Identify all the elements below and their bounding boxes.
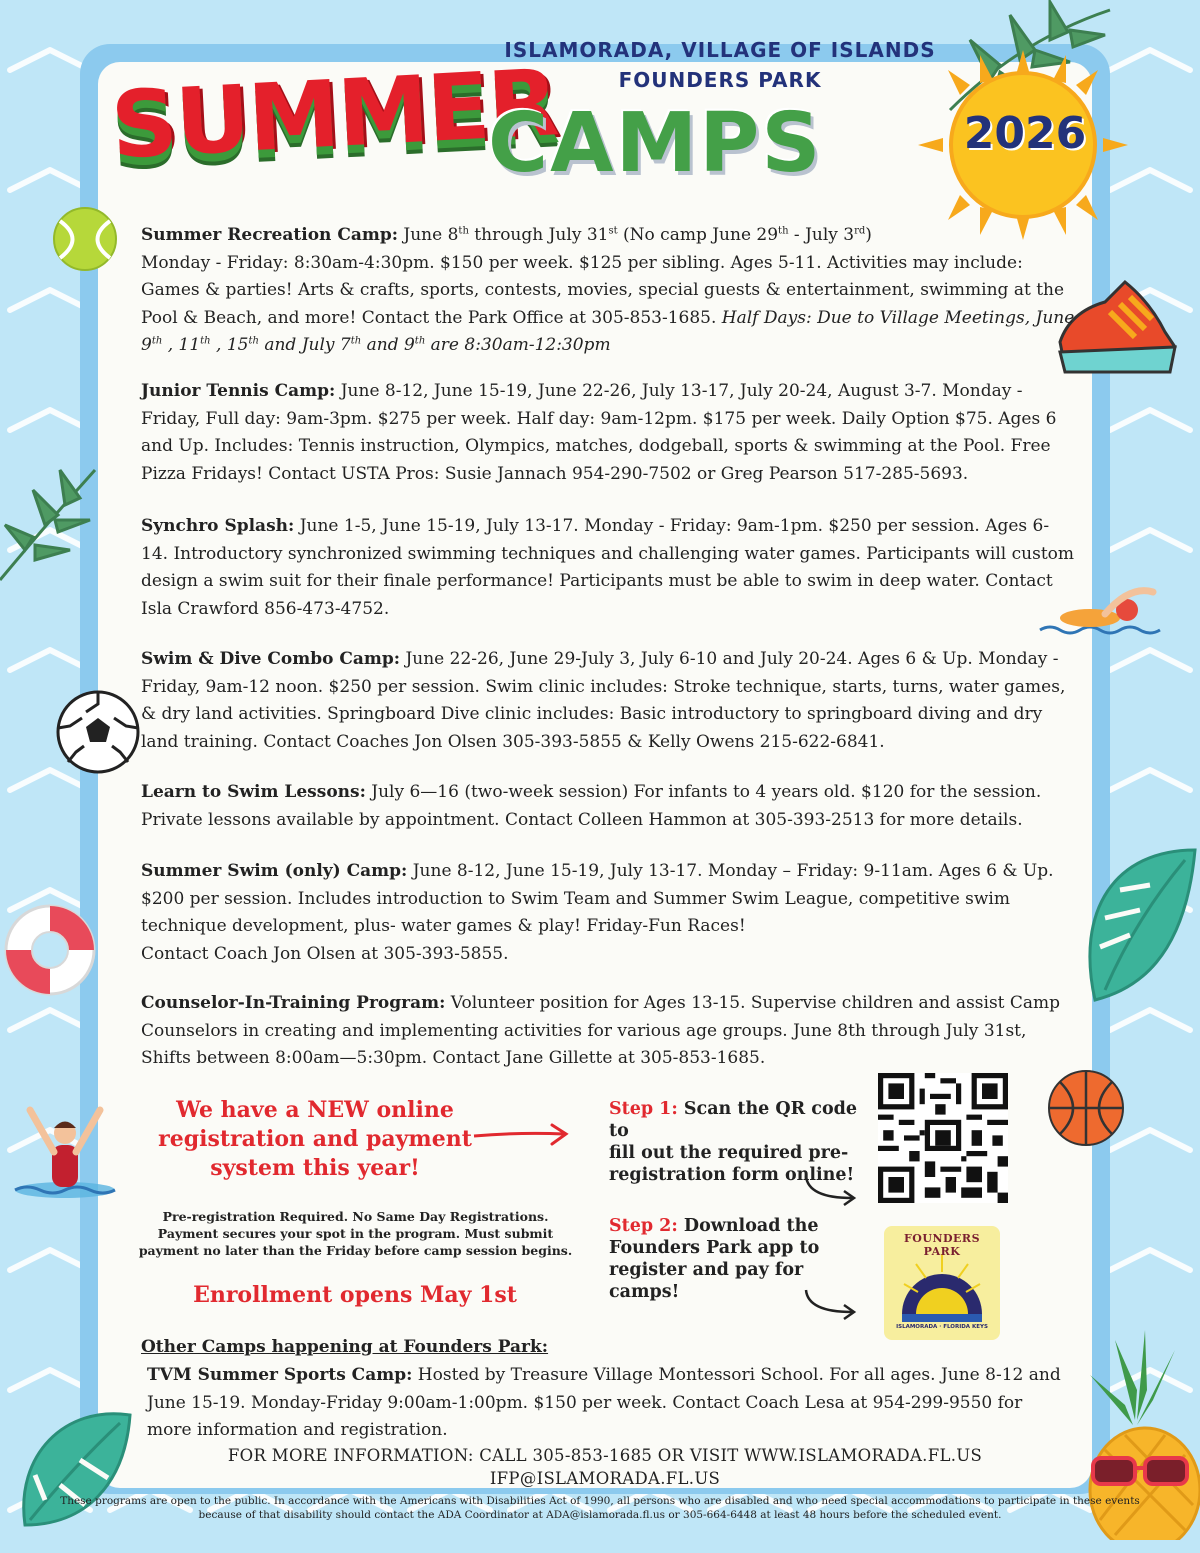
headline-line: We have a NEW online (176, 1097, 454, 1123)
swim-dive-title: Swim & Dive Combo Camp: (141, 649, 401, 669)
life-ring-icon (0, 900, 100, 1000)
note-line: Payment secures your spot in the program. Must submit (157, 1226, 554, 1241)
arrow-right-icon (472, 1122, 572, 1148)
tvm-camp-body: Hosted by Treasure Village Montessori School. For all ages. June 8-12 and June 15-19. Monday-Friday 9:00am-1:00pm. $150 per week. Contact Coach Lesa at 954-299-9550 for more information and registration. (147, 1365, 1061, 1440)
learn-to-swim-paragraph (141, 779, 1076, 834)
learn-to-swim-title: Learn to Swim Lessons: (141, 782, 366, 802)
recreation-dates: June 8 (398, 225, 459, 245)
recreation-camp-paragraph (141, 222, 1076, 360)
headline-line: system this year! (210, 1155, 420, 1181)
logo-bottom-text: ISLAMORADA · FLORIDA KEYS (896, 1324, 988, 1330)
swim-dive-body: June 22-26, June 29-July 3, July 6-10 and July 20-24. Ages 6 & Up. Monday - Friday, 9am-12 noon. $250 per session. Swim clinic includes: Stroke technique, starts, turns, water games, & dry land activities. Springboard Dive clinic includes: Basic introductory to springboard diving and dry land training. Contact Coaches Jon Olsen 305-393-5855 & Kelly Owens 215-622-6841. (141, 649, 1066, 752)
recreation-dates: ) (865, 225, 872, 245)
curved-arrow-icon (800, 1172, 862, 1208)
synchro-splash-body: June 1-5, June 15-19, July 13-17. Monday - Friday: 9am-1pm. $250 per session. Ages 6-14. Introductory synchronized swimming techniques and challenging water games. Participants will custom design a swim suit for their finale performance! Participants must be able to swim in deep water. Contact Isla Crawford 856-473-4752. (141, 516, 1075, 619)
basketball-icon (1046, 1068, 1126, 1148)
step-1-text: registration form online! (609, 1165, 855, 1185)
half-days-note: Half Days: Due to Village Meetings, June 9th , 11th , 15th and July 7th and 9th are 8:30am-12:30pm (141, 307, 1075, 355)
step-1-text: Scan the QR code to (609, 1099, 857, 1141)
recreation-dates: - July 3 (788, 225, 855, 245)
tennis-ball-icon (52, 206, 118, 272)
ordinal: th (778, 225, 789, 237)
ada-disclaimer: These programs are open to the public. In accordance with the Americans with Disabilities Act of 1990, all persons who are disabled and who need special accommodations to participate in these events because of that disability should contact the ADA Coordinator at ADA@islamorada.fl.us or 305-664-6448 at least 48 hours before the scheduled event. (60, 1495, 1140, 1521)
ordinal: rd (854, 225, 866, 237)
tennis-camp-paragraph (141, 378, 1076, 488)
logo-top-text: FOUNDERS PARK (903, 1232, 981, 1258)
headline-line: registration and payment (158, 1126, 472, 1152)
step-2-label: Step 2: (609, 1216, 678, 1236)
summer-swim-contact: Contact Coach Jon Olsen at 305-393-5855. (141, 943, 509, 964)
learn-to-swim-body: July 6—16 (two-week session) For infants to 4 years old. $120 for the session. Private lessons available by appointment. Contact Colleen Hammon at 305-393-2513 for more details. (141, 782, 1042, 830)
recreation-camp-body: Monday - Friday: 8:30am-4:30pm. $150 per week. $125 per sibling. Ages 5-11. Activities may include: Games & parties! Arts & crafts, sports, contests, movies, special guests & entertainment, swimming at the Pool & Beach, and more! Contact the Park Office at 305-853-1685. (141, 252, 1065, 328)
cit-title: Counselor-In-Training Program: (141, 993, 446, 1013)
summer-swim-title: Summer Swim (only) Camp: (141, 861, 408, 881)
recreation-dates: (No camp June 29 (617, 225, 779, 245)
founders-park-app-logo[interactable] (884, 1226, 1000, 1340)
tvm-camp-title: TVM Summer Sports Camp: (147, 1365, 413, 1385)
recreation-camp-title: Summer Recreation Camp: (141, 225, 399, 245)
palm-leaf-icon (0, 460, 100, 590)
more-info-line: FOR MORE INFORMATION: CALL 305-853-1685 OR VISIT WWW.ISLAMORADA.FL.US (227, 1446, 983, 1465)
tennis-camp-title: Junior Tennis Camp: (141, 381, 336, 401)
registration-headline (150, 1096, 480, 1183)
summer-swim-body: June 8-12, June 15-19, July 13-17. Monday – Friday: 9-11am. Ages 6 & Up. $200 per session. Includes introduction to Swim Team and Summer Swim League, competitive swim technique development, plus- water games & play! Friday-Fun Races! (141, 861, 1054, 936)
swim-dive-paragraph (141, 646, 1076, 756)
email-line: IFP@ISLAMORADA.FL.US (489, 1469, 721, 1488)
cit-paragraph (141, 990, 1076, 1073)
monstera-leaf-icon (1075, 840, 1200, 1010)
step-1-text: fill out the required pre- (609, 1143, 849, 1163)
step-1-label: Step 1: (609, 1099, 678, 1119)
village-name: ISLAMORADA, VILLAGE OF ISLANDS (504, 38, 936, 62)
summer-swim-paragraph (141, 858, 1076, 968)
park-name: FOUNDERS PARK (618, 68, 822, 92)
step-2-text: Download the (677, 1216, 819, 1236)
pre-registration-note (118, 1208, 593, 1259)
curved-arrow-icon (800, 1286, 862, 1322)
tvm-camp-paragraph (141, 1362, 1072, 1445)
qr-code-icon[interactable] (878, 1073, 1008, 1203)
cit-body: Volunteer position for Ages 13-15. Supervise children and assist Camp Counselors in creating and implementing activities for various age groups. June 8th through July 31st, Shifts between 8:00am—5:30pm. Contact Jane Gillette at 305-853-1685. (141, 993, 1061, 1068)
other-camps-heading: Other Camps happening at Founders Park: (141, 1337, 549, 1357)
ordinal: st (608, 225, 618, 237)
recreation-dates: through July 31 (468, 225, 609, 245)
soccer-ball-icon (56, 690, 140, 774)
synchro-splash-title: Synchro Splash: (141, 516, 295, 536)
enrollment-opens: Enrollment opens May 1st (193, 1282, 517, 1308)
water-polo-player-icon (10, 1100, 120, 1210)
note-line: payment no later than the Friday before camp session begins. (138, 1243, 573, 1258)
summer-title: SUMMER (108, 49, 560, 180)
synchro-splash-paragraph (141, 513, 1076, 623)
note-line: Pre-registration Required. No Same Day Registrations. (162, 1209, 549, 1224)
step-2-text: Founders Park app to (609, 1238, 820, 1258)
camps-title: CAMPS (488, 96, 823, 191)
tennis-camp-body: June 8-12, June 15-19, June 22-26, July 13-17, July 20-24, August 3-7. Monday - Friday, Full day: 9am-3pm. $275 per week. Half day: 9am-12pm. $175 per week. Daily Option $75. Ages 6 and Up. Includes: Tennis instruction, Olympics, matches, dodgeball, sports & swimming at the Pool. Free Pizza Fridays! Contact USTA Pros: Susie Jannach 954-290-7502 or Greg Pearson 517-285-5693. (141, 381, 1057, 484)
year-badge: 2026 (963, 108, 1087, 159)
ordinal: th (458, 225, 469, 237)
step-2-text: register and pay for camps! (609, 1260, 804, 1302)
